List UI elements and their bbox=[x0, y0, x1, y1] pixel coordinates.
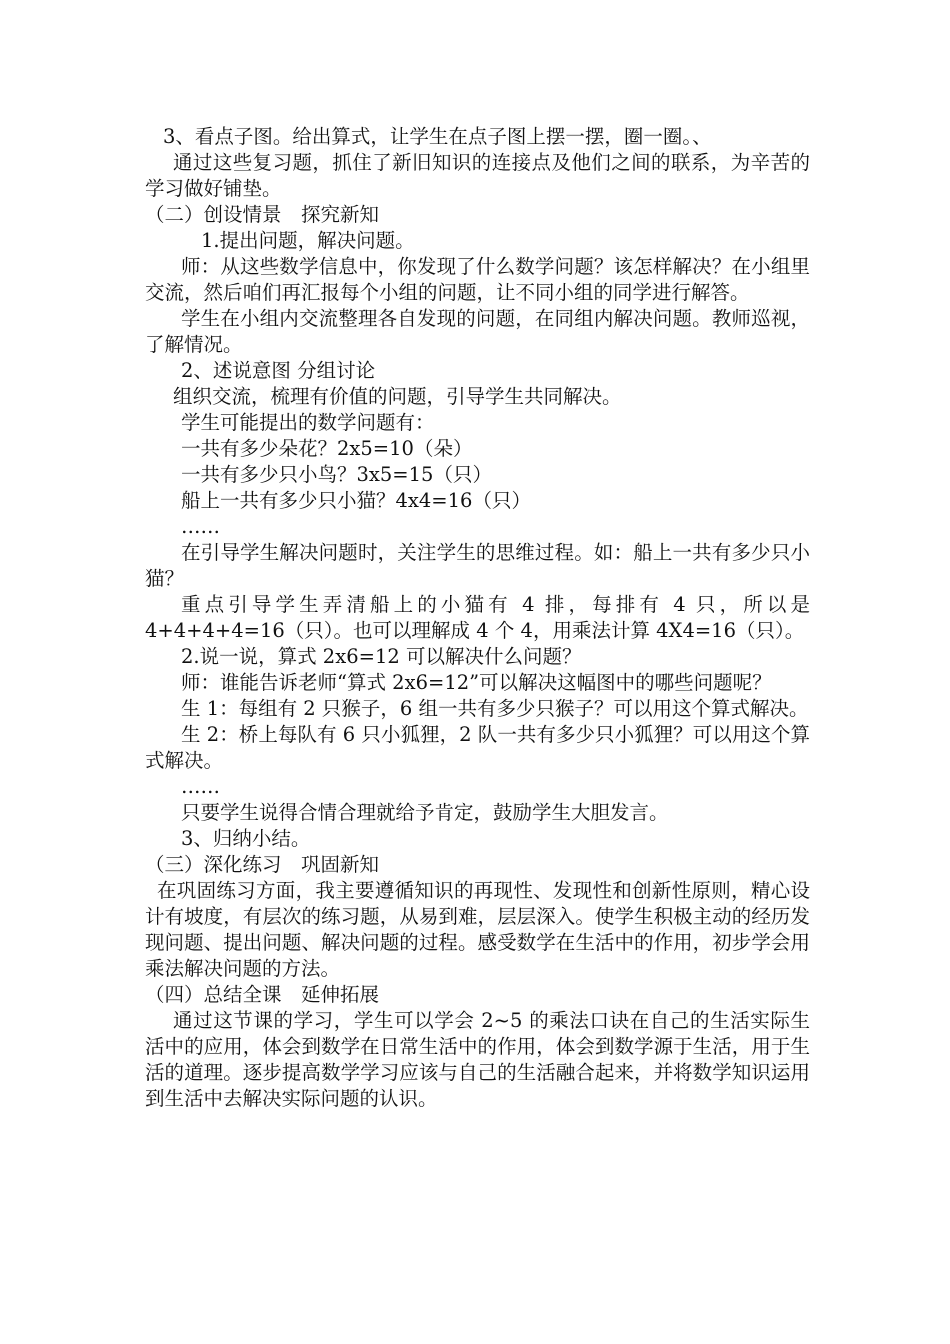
section-heading-2: （二）创设情景 探究新知 bbox=[145, 203, 380, 226]
paragraph-student-1: 生 1：每组有 2 只猴子，6 组一共有多少只猴子？可以用这个算式解决。 bbox=[181, 697, 809, 720]
paragraph-teacher-question: 师：谁能告诉老师“算式 2x6=12”可以解决这幅图中的哪些问题呢？ bbox=[181, 671, 772, 694]
list-item-birds: 一共有多少只小鸟？3x5=15（只） bbox=[181, 463, 492, 486]
section-heading-4: （四）总结全课 延伸拓展 bbox=[145, 983, 380, 1006]
ellipsis-2: …… bbox=[181, 775, 220, 798]
list-item-flowers: 一共有多少朵花？2x5=10（朵） bbox=[181, 437, 473, 460]
paragraph-review-summary: 通过这些复习题，抓住了新旧知识的连接点及他们之间的联系，为辛苦的学习做好铺垫。 bbox=[145, 151, 810, 200]
section-heading-3: （三）深化练习 巩固新知 bbox=[145, 853, 380, 876]
subheading-summary: 3、归纳小结。 bbox=[181, 827, 311, 850]
paragraph-practice: 在巩固练习方面，我主要遵循知识的再现性、发现性和创新性原则，精心设计有坡度，有层次的练习题，从易到难，层层深入。使学生积极主动的经历发现问题、提出问题、解决问题的过程。感受数学在生活中的作用，初步学会用乘法解决问题的方法。 bbox=[145, 879, 810, 980]
subheading-explain-intent: 2、述说意图 分组讨论 bbox=[181, 359, 376, 382]
document-body bbox=[145, 124, 810, 1112]
list-item-cats: 船上一共有多少只小猫？4x4=16（只） bbox=[181, 489, 531, 512]
paragraph-guide-thinking: 在引导学生解决问题时，关注学生的思维过程。如：船上一共有多少只小猫？ bbox=[145, 541, 810, 590]
subheading-say-it: 2.说一说，算式 2x6=12 可以解决什么问题？ bbox=[181, 645, 582, 668]
paragraph-conclusion: 通过这节课的学习，学生可以学会 2~5 的乘法口诀在自己的生活实际生活中的应用，体会到数学在日常生活中的作用，体会到数学源于生活，用于生活的道理。逐步提高数学学习应该与自己的生活融合起来，并将数学知识运用到生活中去解决实际问题的认识。 bbox=[145, 1009, 810, 1110]
paragraph-review-item-3: 3、看点子图。给出算式，让学生在点子图上摆一摆，圈一圈。、 bbox=[163, 125, 712, 148]
paragraph-group-discussion: 学生在小组内交流整理各自发现的问题，在同组内解决问题。教师巡视，了解情况。 bbox=[145, 307, 810, 356]
paragraph-key-guidance: 重点引导学生弄清船上的小猫有 4 排，每排有 4 只，所以是 4+4+4+4=16（只）。也可以理解成 4 个 4，用乘法计算 4X4=16（只）。 bbox=[145, 593, 810, 642]
paragraph-student-2: 生 2：桥上每队有 6 只小狐狸，2 队一共有多少只小狐狸？可以用这个算式解决。 bbox=[145, 723, 810, 772]
paragraph-teacher-prompt: 师：从这些数学信息中，你发现了什么数学问题？该怎样解决？在小组里交流，然后咱们再汇报每个小组的问题，让不同小组的同学进行解答。 bbox=[145, 255, 810, 304]
ellipsis-1: …… bbox=[181, 515, 220, 538]
subheading-pose-questions: 1.提出问题，解决问题。 bbox=[201, 229, 415, 252]
paragraph-organize-exchange: 组织交流，梳理有价值的问题，引导学生共同解决。 bbox=[173, 385, 622, 408]
paragraph-possible-questions: 学生可能提出的数学问题有： bbox=[181, 411, 435, 434]
paragraph-affirmation: 只要学生说得合情合理就给予肯定，鼓励学生大胆发言。 bbox=[181, 801, 669, 824]
